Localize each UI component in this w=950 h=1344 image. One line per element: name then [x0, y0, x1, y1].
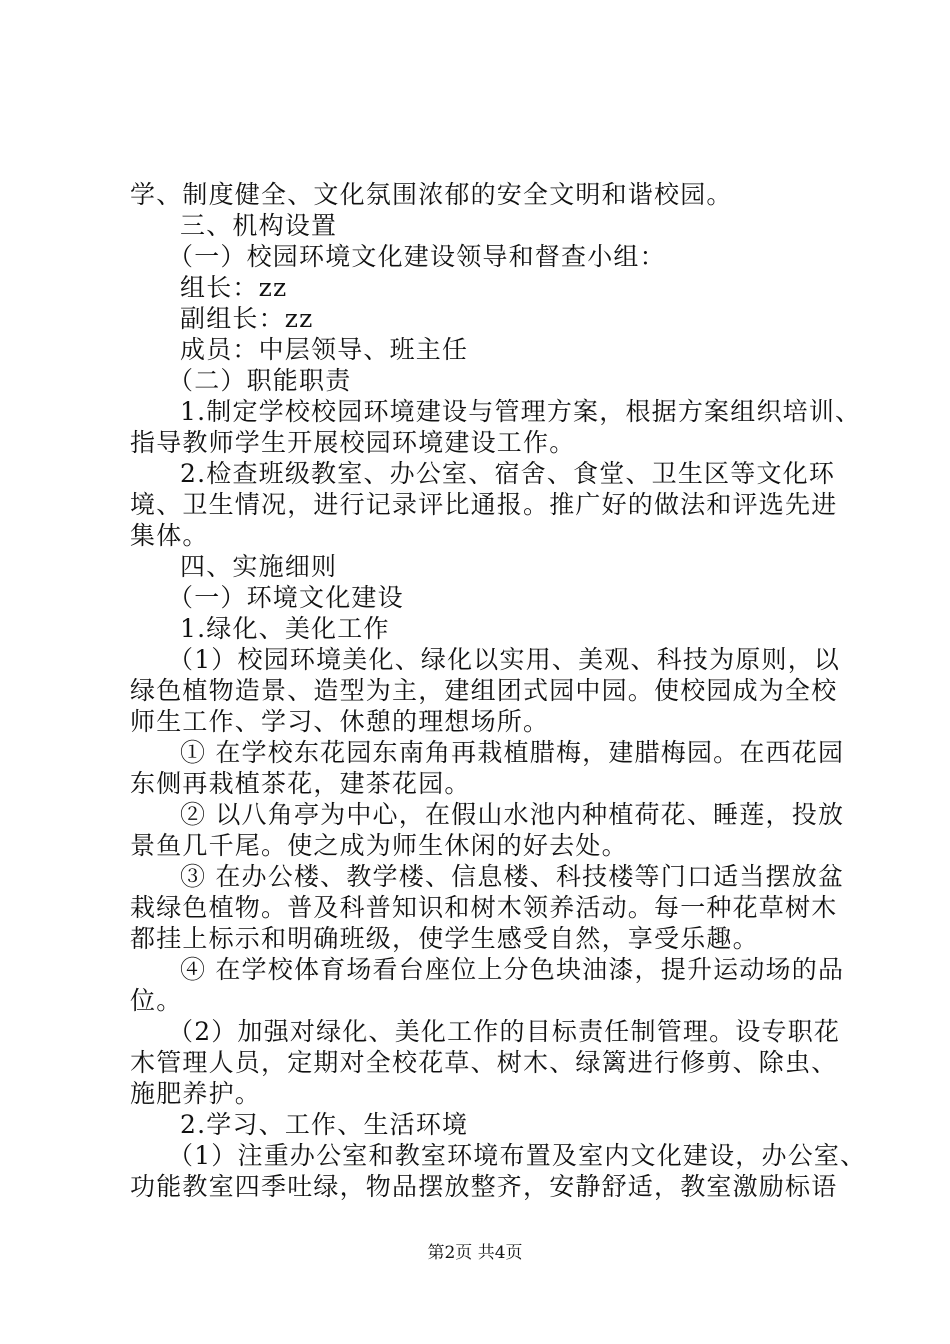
subsection-heading: （一）环境文化建设	[168, 583, 404, 612]
text-line: 组长：zz	[180, 273, 288, 302]
text-line: 东侧再栽植茶花，建茶花园。	[130, 769, 471, 798]
text-line: 景鱼几千尾。使之成为师生休闲的好去处。	[130, 831, 628, 860]
text-line: 2.检查班级教室、办公室、宿舍、食堂、卫生区等文化环	[180, 459, 836, 488]
subsection-heading: （一）校园环境文化建设领导和督查小组：	[168, 242, 666, 271]
text-line: 位。	[130, 986, 183, 1015]
text-line: （2）加强对绿化、美化工作的目标责任制管理。设专职花	[168, 1017, 841, 1046]
text-line: 境、卫生情况，进行记录评比通报。推广好的做法和评选先进	[130, 490, 838, 519]
subsection-heading: （二）职能职责	[168, 366, 352, 395]
text-line: 成员：中层领导、班主任	[180, 335, 469, 364]
page-number-footer: 第2页 共4页	[427, 1243, 523, 1263]
text-line: （1）校园环境美化、绿化以实用、美观、科技为原则，以	[168, 645, 841, 674]
text-line: 学、制度健全、文化氛围浓郁的安全文明和谐校园。	[130, 180, 733, 209]
section-heading: 四、实施细则	[180, 552, 338, 581]
text-line: 1.制定学校校园环境建设与管理方案，根据方案组织培训、	[180, 397, 862, 426]
text-line: 指导教师学生开展校园环境建设工作。	[130, 428, 576, 457]
text-line: 施肥养护。	[130, 1079, 262, 1108]
text-line: （1）注重办公室和教室环境布置及室内文化建设，办公室、	[168, 1141, 867, 1170]
text-line: ① 在学校东花园东南角再栽植腊梅，建腊梅园。在西花园	[180, 738, 845, 767]
text-line: ② 以八角亭为中心，在假山水池内种植荷花、睡莲，投放	[180, 800, 845, 829]
text-line: 栽绿色植物。普及科普知识和树木领养活动。每一种花草树木	[130, 893, 838, 922]
text-line: 集体。	[130, 521, 209, 550]
text-line: 2.学习、工作、生活环境	[180, 1110, 469, 1139]
text-line: 师生工作、学习、休憩的理想场所。	[130, 707, 550, 736]
text-line: 副组长：zz	[180, 304, 314, 333]
text-line: 绿色植物造景、造型为主，建组团式园中园。使校园成为全校	[130, 676, 838, 705]
text-line: 1.绿化、美化工作	[180, 614, 390, 643]
text-line: 都挂上标示和明确班级，使学生感受自然，享受乐趣。	[130, 924, 759, 953]
section-heading: 三、机构设置	[180, 211, 338, 240]
text-line: 功能教室四季吐绿，物品摆放整齐，安静舒适，教室激励标语	[130, 1172, 838, 1201]
text-line: 木管理人员，定期对全校花草、树木、绿篱进行修剪、除虫、	[130, 1048, 838, 1077]
text-line: ③ 在办公楼、教学楼、信息楼、科技楼等门口适当摆放盆	[180, 862, 845, 891]
text-line: ④ 在学校体育场看台座位上分色块油漆，提升运动场的品	[180, 955, 845, 984]
